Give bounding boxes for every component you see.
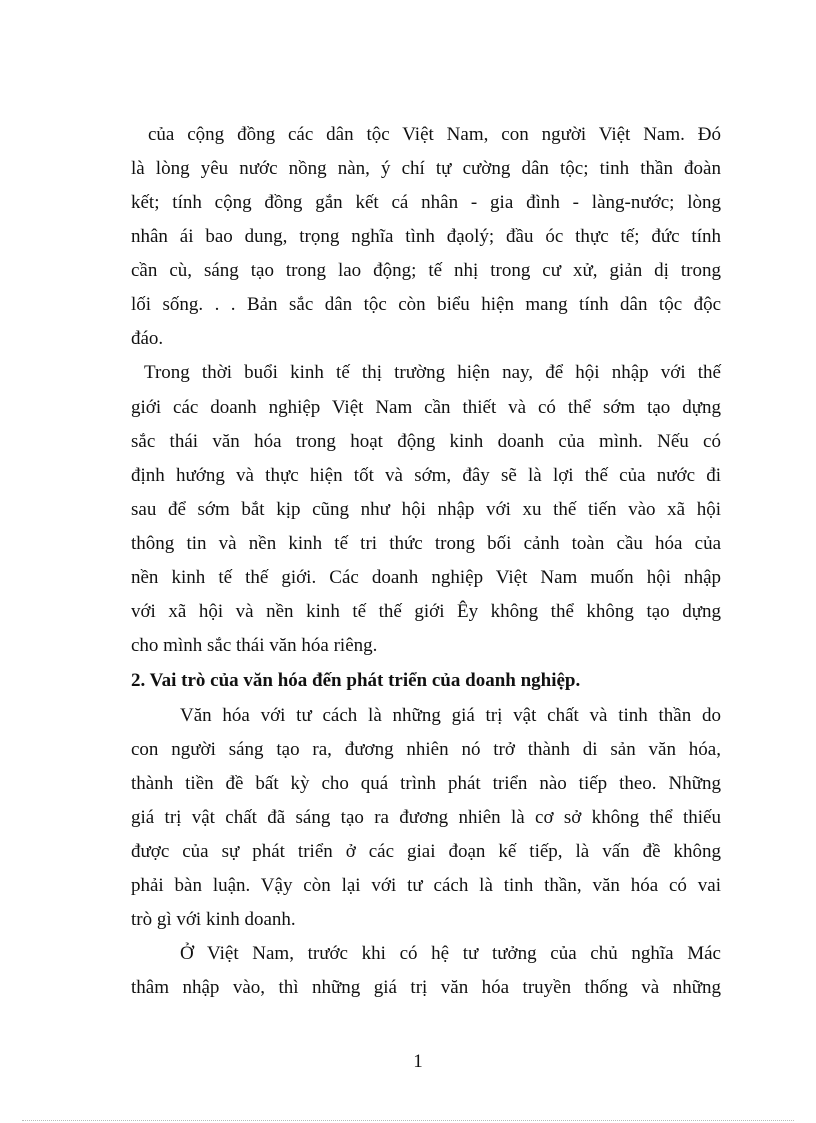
paragraph-2-line: thông tin và nền kinh tế tri thức trong bối cảnh toàn cầu hóa của	[131, 533, 721, 554]
paragraph-1-line: cần cù, sáng tạo trong lao động; tế nhị trong cư xử, giản dị trong	[131, 260, 721, 281]
paragraph-2-line: Trong thời buổi kinh tế thị trường hiện nay, để hội nhập với thế	[144, 362, 721, 383]
paragraph-2-line: giới các doanh nghiệp Việt Nam cần thiết và có thể sớm tạo dựng	[131, 397, 721, 418]
paragraph-3-line: trò gì với kinh doanh.	[131, 909, 296, 930]
paragraph-2-line: cho mình sắc thái văn hóa riêng.	[131, 635, 378, 656]
paragraph-1-line: nhân ái bao dung, trọng nghĩa tình đạolý; đầu óc thực tế; đức tính	[131, 226, 721, 247]
page-bottom-border	[22, 1120, 794, 1121]
paragraph-2-line: sắc thái văn hóa trong hoạt động kinh doanh của mình. Nếu có	[131, 431, 721, 452]
paragraph-1-line: của cộng đồng các dân tộc Việt Nam, con người Việt Nam. Đó	[148, 124, 721, 145]
paragraph-3-line: Văn hóa với tư cách là những giá trị vật chất và tinh thần do	[180, 705, 721, 726]
paragraph-2-line: nền kinh tế thế giới. Các doanh nghiệp Việt Nam muốn hội nhập	[131, 567, 721, 588]
paragraph-2-line: với xã hội và nền kinh tế thế giới Êy không thể không tạo dựng	[131, 601, 721, 622]
paragraph-1-line: đáo.	[131, 328, 164, 349]
paragraph-4-line: Ở Việt Nam, trước khi có hệ tư tưởng của chủ nghĩa Mác	[180, 943, 721, 964]
paragraph-4-line: thâm nhập vào, thì những giá trị văn hóa truyền thống và những	[131, 977, 721, 998]
paragraph-2-line: định hướng và thực hiện tốt và sớm, đây sẽ là lợi thế của nước đi	[131, 465, 721, 486]
paragraph-3-line: giá trị vật chất đã sáng tạo ra đương nhiên là cơ sở không thể thiếu	[131, 807, 721, 828]
paragraph-2-line: sau để sớm bắt kịp cũng như hội nhập với xu thế tiến vào xã hội	[131, 499, 721, 520]
paragraph-3-line: được của sự phát triển ở các giai đoạn kế tiếp, là vấn đề không	[131, 841, 721, 862]
paragraph-1-line: là lòng yêu nước nồng nàn, ý chí tự cường dân tộc; tinh thần đoàn	[131, 158, 721, 179]
paragraph-3-line: con người sáng tạo ra, đương nhiên nó trở thành di sản văn hóa,	[131, 739, 721, 760]
page-number: 1	[413, 1051, 423, 1072]
paragraph-1-line: lối sống. . . Bản sắc dân tộc còn biểu hiện mang tính dân tộc độc	[131, 294, 721, 315]
paragraph-1-line: kết; tính cộng đồng gắn kết cá nhân - gia đình - làng-nước; lòng	[131, 192, 721, 213]
section-heading: 2. Vai trò của văn hóa đến phát triển của doanh nghiệp.	[131, 670, 581, 691]
paragraph-3-line: thành tiền đề bất kỳ cho quá trình phát triển nào tiếp theo. Những	[131, 773, 721, 794]
paragraph-3-line: phải bàn luận. Vậy còn lại với tư cách là tinh thần, văn hóa có vai	[131, 875, 721, 896]
